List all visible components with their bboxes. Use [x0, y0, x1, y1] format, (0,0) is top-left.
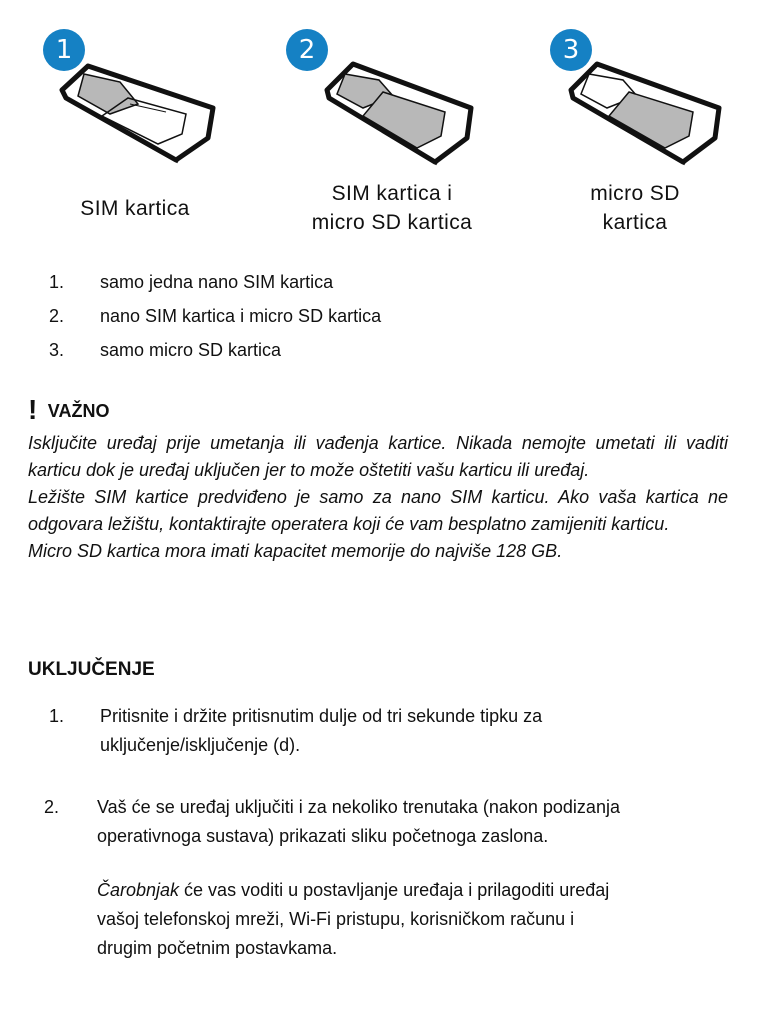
warning-icon: ! — [28, 394, 38, 425]
list-text: samo micro SD kartica — [100, 340, 282, 360]
caption-sim-and-sd — [282, 179, 502, 237]
note-paragraph: Ležište SIM kartice predviđeno je samo za nano SIM karticu. Ako vaša kartica ne odgovara ležištu, kontaktirajte operatera koji će vam besplatno zamijeniti karticu. — [28, 487, 728, 534]
step-badge-3: 3 — [550, 29, 592, 71]
caption-line: micro SD kartica — [311, 211, 473, 234]
step-badge-1: 1 — [43, 29, 85, 71]
note-paragraph: Micro SD kartica mora imati kapacitet memorije do najviše 128 GB. — [28, 541, 563, 561]
power-on-step-1 — [0, 702, 773, 762]
wizard-line: drugim početnim postavkama. — [97, 938, 338, 958]
list-number: 2. — [49, 306, 65, 326]
caption-line: kartica — [602, 211, 668, 234]
step-text-line: Vaš će se uređaj uključiti i za nekoliko trenutaka (nakon podizanja — [97, 797, 620, 817]
step-number: 1. — [49, 706, 65, 726]
power-on-step-2 — [0, 793, 773, 853]
list-item — [0, 306, 773, 340]
caption-line: SIM kartica — [80, 197, 190, 220]
wizard-text: će vas voditi u postavljanje uređaja i prilagoditi uređaj — [179, 880, 610, 900]
important-heading — [28, 394, 109, 426]
list-number: 3. — [49, 340, 65, 360]
list-item — [0, 340, 773, 374]
note-paragraph: Isključite uređaj prije umetanja ili vađenja kartice. Nikada nemojte umetati ili vaditi karticu dok je uređaj uključen jer to može oštetiti vašu karticu ili uređaj. — [28, 433, 728, 480]
wizard-paragraph — [0, 876, 773, 966]
list-text: samo jedna nano SIM kartica — [100, 272, 334, 292]
sim-tray-nano-sim-icon — [58, 58, 223, 168]
caption-sim-card — [40, 194, 230, 223]
sim-tray-sim-and-sd-icon — [323, 58, 478, 168]
important-label: VAŽNO — [47, 401, 110, 421]
wizard-line — [97, 876, 609, 905]
caption-line: micro SD — [590, 182, 680, 205]
step-text-line: operativnoga sustava) prikazati sliku početnoga zaslona. — [97, 826, 549, 846]
wizard-name: Čarobnjak — [97, 880, 180, 900]
wizard-line: vašoj telefonskoj mreži, Wi-Fi pristupu, korisničkom računu i — [97, 909, 575, 929]
step-text-line: uključenje/isključenje (d). — [100, 735, 301, 755]
important-note — [28, 430, 728, 565]
card-options-list — [0, 272, 773, 374]
step-badge-2: 2 — [286, 29, 328, 71]
step-number: 2. — [44, 797, 60, 817]
section-title-power-on: UKLJUČENJE — [28, 659, 155, 680]
step-text-line: Pritisnite i držite pritisnutim dulje od tri sekunde tipku za — [100, 706, 543, 726]
list-item — [0, 272, 773, 306]
caption-line: SIM kartica i — [331, 182, 453, 205]
caption-micro-sd — [560, 179, 710, 237]
list-number: 1. — [49, 272, 65, 292]
list-text: nano SIM kartica i micro SD kartica — [100, 306, 382, 326]
sim-tray-micro-sd-icon — [567, 58, 727, 168]
